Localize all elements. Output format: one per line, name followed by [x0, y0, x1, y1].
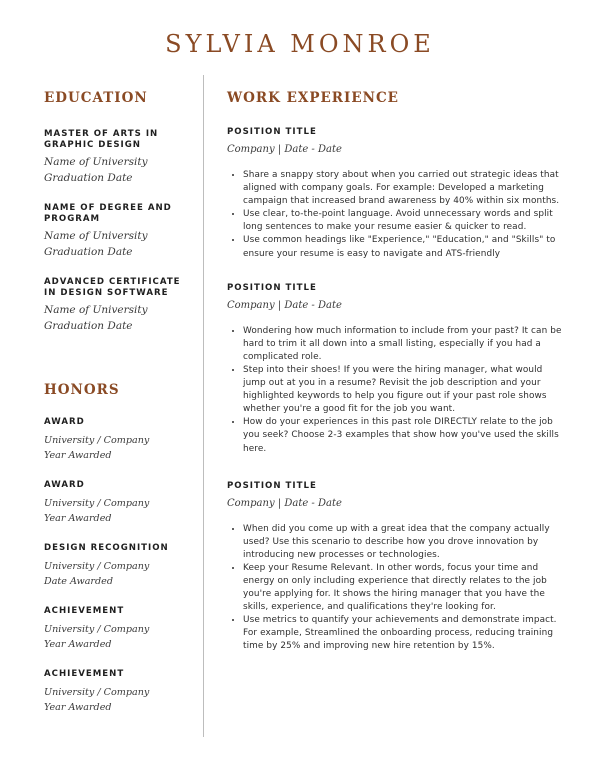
- honor-title: AWARD: [44, 480, 85, 490]
- education-item: [44, 277, 192, 334]
- honor-item: [44, 606, 192, 652]
- honor-title: ACHIEVEMENT: [44, 669, 125, 679]
- work-experience-heading: WORK EXPERIENCE: [227, 90, 399, 106]
- degree-title: ADVANCED CERTIFICATE IN DESIGN SOFTWARE: [44, 277, 181, 298]
- honor-date: Date Awarded: [44, 575, 113, 587]
- job-entry: [227, 283, 562, 456]
- job-bullet: • Use metrics to quantify your achievements and demonstrate impact. For example, Streamlined the onboarding process, reducing training time by 25% and improving new hire retention by 15%.: [243, 614, 562, 653]
- honors-list: [44, 417, 192, 715]
- job-bullet: • Wondering how much information to include from your past? It can be hard to trim it all down into a small listing, especially if you had a complicated role.: [243, 325, 562, 364]
- honor-org: University / Company: [44, 435, 150, 446]
- honor-org: University / Company: [44, 624, 150, 635]
- honor-title: DESIGN RECOGNITION: [44, 543, 169, 553]
- honor-item: [44, 480, 192, 526]
- honor-date: Year Awarded: [44, 701, 112, 713]
- column-divider: [203, 75, 204, 737]
- honor-org: University / Company: [44, 561, 150, 572]
- honor-org: University / Company: [44, 687, 150, 698]
- company-date: Company | Date - Date: [227, 299, 342, 311]
- honor-item: [44, 669, 192, 715]
- job-bullets: [227, 523, 562, 654]
- job-bullet: • Step into their shoes! If you were the hiring manager, what would jump out at you in a resume? Revisit the job description and your highlighted keywords to help you figure out if your past role shows whether you're a good fit for the job you want.: [243, 364, 562, 416]
- job-bullet: • Keep your Resume Relevant. In other words, focus your time and energy on only including experience that directly relates to the job you're applying for. It shows the hiring manager that you have the skills, experience, and qualifications they're looking for.: [243, 562, 562, 614]
- honor-item: [44, 543, 192, 589]
- graduation-date: Graduation Date: [44, 245, 133, 258]
- graduation-date: Graduation Date: [44, 171, 133, 184]
- degree-title: NAME OF DEGREE AND PROGRAM: [44, 203, 172, 224]
- honor-org: University / Company: [44, 498, 150, 509]
- education-heading: EDUCATION: [44, 90, 148, 106]
- university-name: Name of University: [44, 156, 148, 168]
- honor-date: Year Awarded: [44, 638, 112, 650]
- honor-title: AWARD: [44, 417, 85, 427]
- honor-item: [44, 417, 192, 463]
- honors-heading: HONORS: [44, 382, 120, 398]
- job-bullets: [227, 169, 562, 261]
- honor-date: Year Awarded: [44, 449, 112, 461]
- university-name: Name of University: [44, 304, 148, 316]
- job-entry: [227, 127, 562, 261]
- honor-title: ACHIEVEMENT: [44, 606, 125, 616]
- resume-name: SYLVIA MONROE: [165, 30, 435, 58]
- graduation-date: Graduation Date: [44, 319, 133, 332]
- degree-title: MASTER OF ARTS IN GRAPHIC DESIGN: [44, 129, 159, 150]
- job-bullet: • Use clear, to-the-point language. Avoid unnecessary words and split long sentences to make your resume easier & quicker to read.: [243, 208, 562, 234]
- university-name: Name of University: [44, 230, 148, 242]
- job-bullets: [227, 325, 562, 456]
- job-bullet: • How do your experiences in this past role DIRECTLY relate to the job you seek? Choose 2-3 examples that show how you've used the skills here.: [243, 416, 562, 455]
- job-entry: [227, 481, 562, 654]
- education-item: [44, 203, 192, 260]
- position-title: POSITION TITLE: [227, 480, 317, 491]
- left-column: [44, 90, 192, 732]
- education-item: [44, 129, 192, 186]
- job-bullet: • Use common headings like "Experience," "Education," and "Skills" to ensure your resume is easy to navigate and ATS-friendly: [243, 234, 562, 260]
- education-list: [44, 129, 192, 334]
- company-date: Company | Date - Date: [227, 144, 342, 155]
- company-date: Company | Date - Date: [227, 497, 342, 509]
- honor-date: Year Awarded: [44, 512, 112, 524]
- position-title: POSITION TITLE: [227, 282, 317, 293]
- right-column: [227, 90, 562, 654]
- job-bullet: • When did you come up with a great idea that the company actually used? Use this scenario to describe how you drove innovation by introducing new processes or technologies.: [243, 523, 562, 562]
- job-bullet: • Share a snappy story about when you carried out strategic ideas that aligned with company goals. For example: Developed a marketing campaign that increased brand awareness by 40% within six months.: [243, 169, 562, 208]
- position-title: POSITION TITLE: [227, 127, 317, 137]
